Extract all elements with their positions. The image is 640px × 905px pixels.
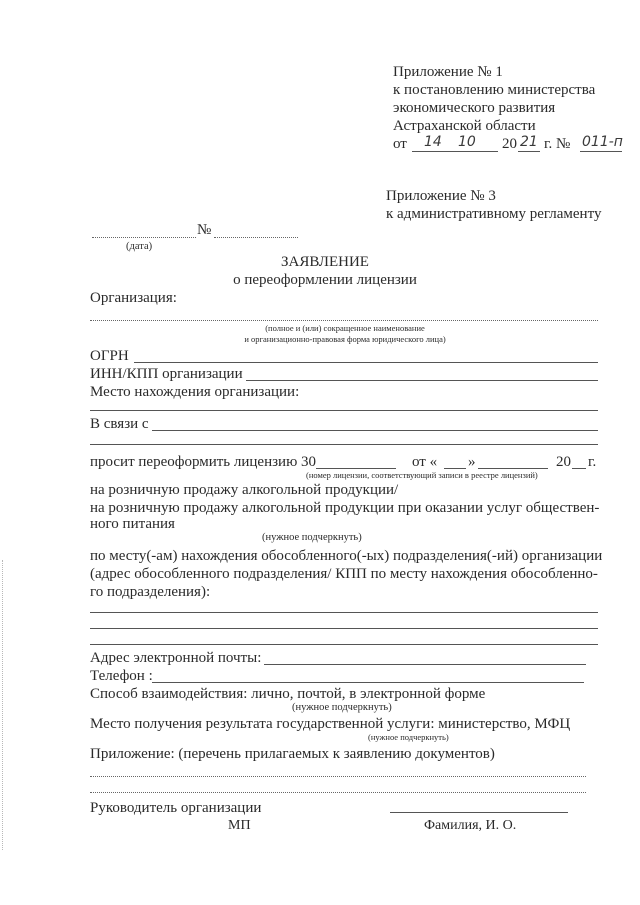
request-quote-close: » — [468, 454, 476, 470]
reason-line-1 — [152, 430, 598, 431]
inn-label: ИНН/КПП организации — [90, 366, 243, 382]
appendix1-line3: экономического развития — [393, 100, 556, 116]
date-caption: (дата) — [126, 241, 153, 252]
phone-line — [152, 682, 584, 683]
request-year-end: г. — [588, 454, 597, 470]
license-day-line — [444, 468, 466, 469]
email-line — [264, 664, 586, 665]
number-sign: № — [197, 222, 212, 238]
result-note: (нужное подчеркнуть) — [368, 732, 449, 742]
appendix1-date-prefix: от — [393, 136, 407, 152]
stamp-label: МП — [228, 818, 251, 833]
appendix1-title: Приложение № 1 — [393, 64, 503, 80]
branch-line-2: (адрес обособленного подразделения/ КПП по месту нахождения обособленно- — [90, 566, 598, 582]
location-line — [90, 410, 598, 411]
appendix1-year-suffix: 21 — [520, 134, 538, 150]
organization-note-2: и организационно-правовая форма юридического лица) — [244, 334, 446, 344]
retail-line-3: ного питания — [90, 516, 175, 532]
appendix1-line4: Астраханской области — [393, 118, 536, 134]
organization-note-1: (полное и (или) сокращенное наименование — [265, 323, 425, 333]
appendix1-number-prefix: г. № — [544, 136, 571, 152]
request-label: просит переоформить лицензию 30 — [90, 454, 317, 470]
document-title: ЗАЯВЛЕНИЕ — [281, 254, 369, 270]
result-label: Место получения результата государственной услуги: министерство, МФЦ — [90, 716, 571, 732]
name-caption: Фамилия, И. О. — [424, 818, 517, 833]
inn-line — [246, 380, 598, 381]
head-label: Руководитель организации — [90, 800, 262, 816]
appendix1-line2: к постановлению министерства — [393, 82, 596, 98]
license-note: (номер лицензии, соответствующий записи в реестре лицензий) — [306, 470, 538, 480]
branch-line-b — [90, 628, 598, 629]
license-year-line — [572, 468, 586, 469]
organization-label: Организация: — [90, 290, 177, 306]
attachment-label: Приложение: (перечень прилагаемых к заявлению документов) — [90, 746, 495, 762]
organization-line — [90, 320, 598, 321]
appendix1-date-underline — [412, 151, 498, 152]
appendix1-number: 011-п — [582, 134, 623, 150]
document-subtitle: о переоформлении лицензии — [233, 272, 417, 288]
phone-label: Телефон : — [90, 668, 153, 684]
license-month-line — [478, 468, 548, 469]
signature-line — [390, 812, 568, 813]
branch-line-3: го подразделения): — [90, 584, 211, 600]
location-label: Место нахождения организации: — [90, 384, 300, 400]
request-from: от « — [412, 454, 438, 470]
date-field-line — [92, 237, 196, 238]
retail-underline-note: (нужное подчеркнуть) — [262, 532, 362, 543]
appendix1-year-underline — [518, 151, 540, 152]
number-field-line — [214, 237, 298, 238]
request-year: 20 — [556, 454, 571, 470]
retail-line-1: на розничную продажу алкогольной продукции/ — [90, 482, 399, 498]
ogrn-line — [134, 362, 598, 363]
email-label: Адрес электронной почты: — [90, 650, 262, 666]
reason-label: В связи с — [90, 416, 149, 432]
appendix3-title: Приложение № 3 — [386, 188, 496, 204]
appendix1-number-underline — [580, 151, 622, 152]
branch-line-c — [90, 644, 598, 645]
license-number-line — [316, 468, 396, 469]
scan-edge-marks — [2, 560, 5, 850]
appendix1-year-prefix: 20 — [502, 136, 517, 152]
appendix1-date-day: 14 — [424, 134, 442, 150]
attachment-line-1 — [90, 776, 586, 777]
appendix3-line2: к административному регламенту — [386, 206, 602, 222]
attachment-line-2 — [90, 792, 586, 793]
branch-line-a — [90, 612, 598, 613]
branch-line-1: по месту(-ам) нахождения обособленного(-ых) подразделения(-ий) организации — [90, 548, 603, 564]
interaction-note: (нужное подчеркнуть) — [292, 702, 392, 713]
interaction-label: Способ взаимодействия: лично, почтой, в электронной форме — [90, 686, 486, 702]
retail-line-2: на розничную продажу алкогольной продукции при оказании услуг обществен- — [90, 500, 600, 516]
reason-line-2 — [90, 444, 598, 445]
ogrn-label: ОГРН — [90, 348, 129, 364]
appendix1-date-month: 10 — [458, 134, 476, 150]
